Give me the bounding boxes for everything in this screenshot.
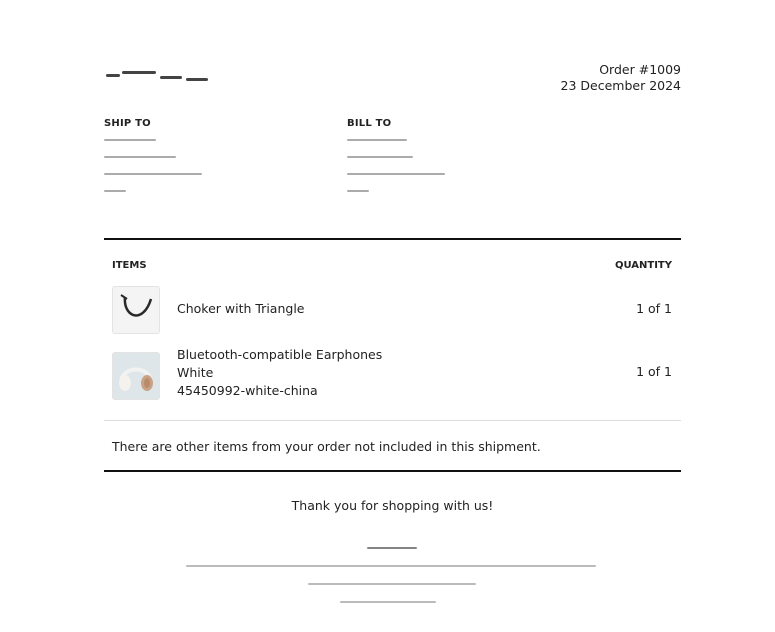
redacted-address-line xyxy=(347,173,445,175)
headphones-image xyxy=(112,352,160,400)
item-name: Choker with Triangle xyxy=(177,301,305,316)
order-number: Order #1009 xyxy=(599,62,681,77)
items-table-header xyxy=(104,258,681,286)
ship-to-block xyxy=(104,118,304,207)
store-logo-redacted xyxy=(104,66,212,86)
item-row xyxy=(104,286,681,352)
item-quantity: 1 of 1 xyxy=(636,301,672,316)
slip-header xyxy=(104,60,681,108)
item-details xyxy=(177,346,382,400)
item-sku: 45450992-white-china xyxy=(177,383,318,398)
order-info xyxy=(561,62,681,94)
thank-you-message: Thank you for shopping with us! xyxy=(291,498,494,513)
item-variant: White xyxy=(177,365,214,380)
item-name: Bluetooth-compatible Earphones xyxy=(177,347,383,362)
partial-shipment-note: There are other items from your order not included in this shipment. xyxy=(112,439,541,454)
item-quantity: 1 of 1 xyxy=(636,364,672,379)
packing-slip xyxy=(104,60,681,513)
item-row xyxy=(104,347,681,420)
redacted-address-line xyxy=(104,173,202,175)
redacted-address-line xyxy=(347,156,413,158)
store-contact-redacted xyxy=(180,545,600,605)
quantity-column-header: QUANTITY xyxy=(614,260,672,271)
choker-necklace-image xyxy=(112,286,160,334)
item-details xyxy=(177,300,304,318)
order-date: 23 December 2024 xyxy=(560,78,681,93)
redacted-address-line xyxy=(347,139,407,141)
addresses-section xyxy=(104,118,681,206)
ship-to-title: SHIP TO xyxy=(104,118,151,129)
bill-to-block xyxy=(347,118,547,207)
divider-thick xyxy=(104,238,681,240)
redacted-address-line xyxy=(104,190,126,192)
divider-thick xyxy=(104,470,681,472)
bill-to-title: BILL TO xyxy=(347,118,392,129)
divider-thin xyxy=(104,420,681,421)
redacted-address-line xyxy=(347,190,369,192)
items-column-header: ITEMS xyxy=(112,260,147,271)
redacted-address-line xyxy=(104,156,176,158)
redacted-address-line xyxy=(104,139,156,141)
